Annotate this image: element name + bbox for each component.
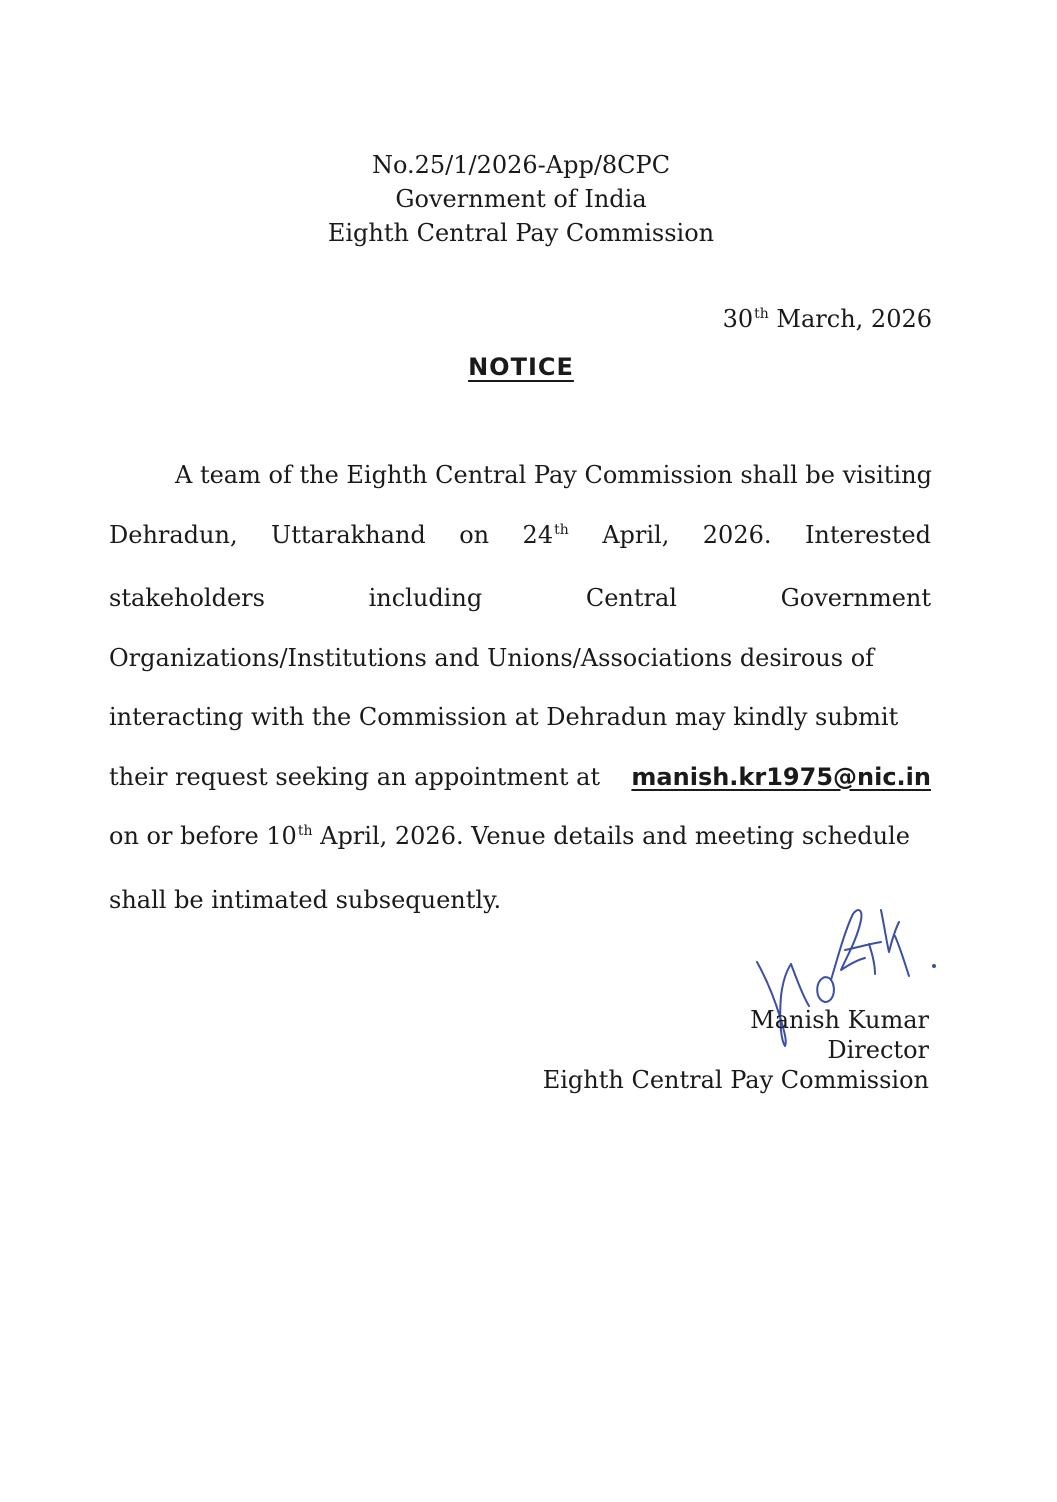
signatory-name: Manish Kumar bbox=[750, 1006, 929, 1034]
body-line-6: their request seeking an appointment at manish.kr1975@nic.in bbox=[109, 748, 931, 808]
notice-title: NOTICE bbox=[468, 353, 574, 381]
notice-body bbox=[109, 446, 931, 930]
body-line-7: on or before 10th April, 2026. Venue details and meeting schedule bbox=[109, 822, 910, 850]
date-rest: March, 2026 bbox=[776, 305, 932, 333]
commission-name: Eighth Central Pay Commission bbox=[327, 219, 715, 247]
government-name: Government of India bbox=[395, 185, 647, 213]
body-line-5: interacting with the Commission at Dehradun may kindly submit bbox=[109, 703, 899, 731]
body-line-8: shall be intimated subsequently. bbox=[109, 885, 502, 914]
date-suffix: th bbox=[754, 306, 769, 322]
email-link[interactable]: manish.kr1975@nic.in bbox=[631, 762, 931, 791]
signatory-designation: Director bbox=[827, 1036, 929, 1064]
body-line-1: A team of the Eighth Central Pay Commission shall be visiting bbox=[175, 461, 932, 489]
date-day: 30 bbox=[722, 305, 754, 333]
body-line-2: Dehradun, Uttarakhand on 24th April, 2026. Interested bbox=[109, 520, 931, 549]
signatory-organization: Eighth Central Pay Commission bbox=[542, 1066, 929, 1094]
notice-date bbox=[723, 302, 932, 340]
signatory-block bbox=[543, 1005, 929, 1095]
document-header bbox=[0, 148, 1042, 250]
body-line-4: Organizations/Institutions and Unions/Associations desirous of bbox=[109, 643, 875, 672]
file-number: No.25/1/2026-App/8CPC bbox=[371, 151, 671, 179]
body-line-3: stakeholders including Central Government bbox=[109, 584, 931, 612]
